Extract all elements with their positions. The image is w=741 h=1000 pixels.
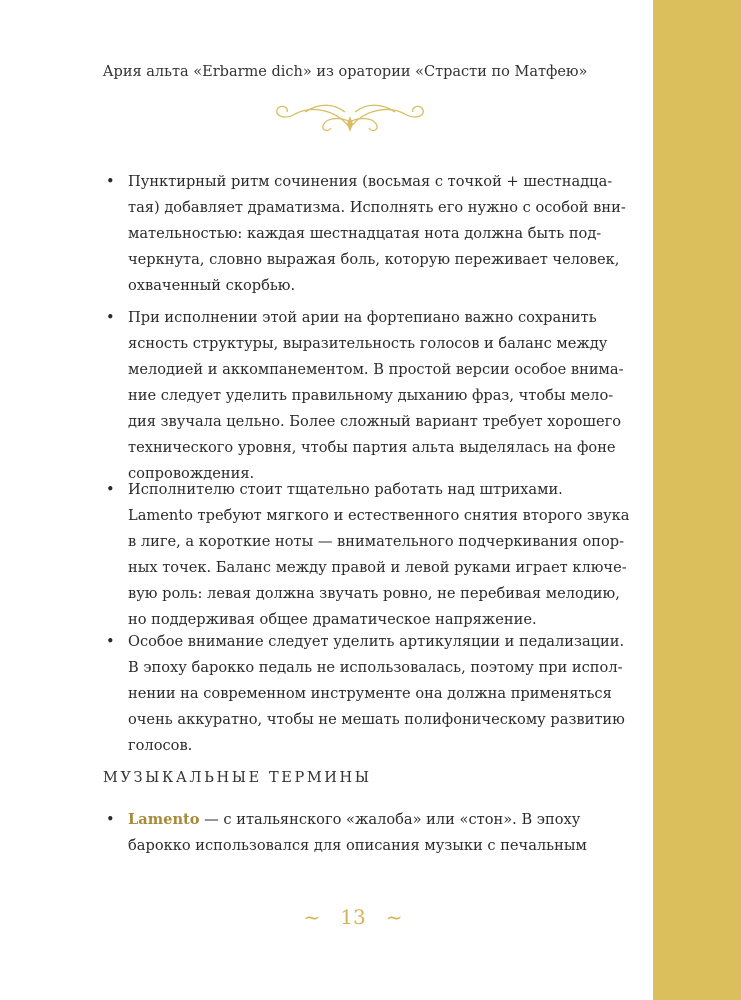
text-line: дия звучала цельно. Более сложный вариант требует хорошего xyxy=(128,413,622,430)
bullet-icon: • xyxy=(106,811,115,828)
text-line: Lamento требуют мягкого и естественного снятия второго звука xyxy=(128,507,630,524)
page-number-value: 13 xyxy=(340,905,366,929)
running-title: Ария альта «Erbarme dich» из оратории «Страсти по Матфею» xyxy=(102,64,588,80)
text-line: голосов. xyxy=(128,737,193,754)
bullet-icon: • xyxy=(106,173,115,190)
text-line: ясность структуры, выразительность голосов и баланс между xyxy=(128,335,608,352)
flourish-ornament-icon xyxy=(265,98,435,134)
bullet-paragraph-1 xyxy=(106,169,626,299)
bullet-icon: • xyxy=(106,481,115,498)
page-number xyxy=(0,905,706,929)
text-line: в лиге, а короткие ноты — внимательного подчеркивания опор- xyxy=(128,533,625,550)
text-line: охваченный скорбью. xyxy=(128,277,296,294)
term-name: Lamento xyxy=(128,811,200,828)
text-line: В эпоху барокко педаль не использовалась, поэтому при испол- xyxy=(128,659,623,676)
section-heading-music-terms: МУЗЫКАЛЬНЫЕ ТЕРМИНЫ xyxy=(103,770,372,786)
text-line: ных точек. Баланс между правой и левой руками играет ключе- xyxy=(128,559,627,576)
text-line: При исполнении этой арии на фортепиано важно сохранить xyxy=(128,309,597,326)
term-item-lamento xyxy=(106,807,587,859)
text-line: мелодией и аккомпанементом. В простой версии особое внима- xyxy=(128,361,624,378)
bullet-paragraph-3 xyxy=(106,477,630,633)
decorative-side-bar xyxy=(653,0,741,1000)
text-line: сопровождения. xyxy=(128,465,255,482)
text-line: вую роль: левая должна звучать ровно, не перебивая мелодию, xyxy=(128,585,620,602)
bullet-icon: • xyxy=(106,633,115,650)
text-line: тая) добавляет драматизма. Исполнять его нужно с особой вни- xyxy=(128,199,626,216)
text-line: очень аккуратно, чтобы не мешать полифоническому развитию xyxy=(128,711,625,728)
text-line: технического уровня, чтобы партия альта выделялась на фоне xyxy=(128,439,616,456)
bullet-paragraph-4 xyxy=(106,629,625,759)
text-line: черкнута, словно выражая боль, которую переживает человек, xyxy=(128,251,620,268)
text-line xyxy=(128,807,587,833)
text-line: мательностью: каждая шестнадцатая нота должна быть под- xyxy=(128,225,602,242)
text-line: ние следует уделить правильному дыханию фраз, чтобы мело- xyxy=(128,387,614,404)
bullet-icon: • xyxy=(106,309,115,326)
tilde-right: ~ xyxy=(385,905,403,929)
tilde-left: ~ xyxy=(303,905,321,929)
text-line: Особое внимание следует уделить артикуляции и педализации. xyxy=(128,633,625,650)
text-line: нении на современном инструменте она должна применяться xyxy=(128,685,612,702)
text-line: Пунктирный ритм сочинения (восьмая с точкой + шестнадца- xyxy=(128,173,613,190)
text-line: Исполнителю стоит тщательно работать над штрихами. xyxy=(128,481,563,498)
bullet-paragraph-2 xyxy=(106,305,624,487)
text-line: барокко использовался для описания музыки с печальным xyxy=(128,837,587,854)
text-line: но поддерживая общее драматическое напряжение. xyxy=(128,611,537,628)
term-definition: — с итальянского «жалоба» или «стон». В эпоху xyxy=(199,811,581,828)
